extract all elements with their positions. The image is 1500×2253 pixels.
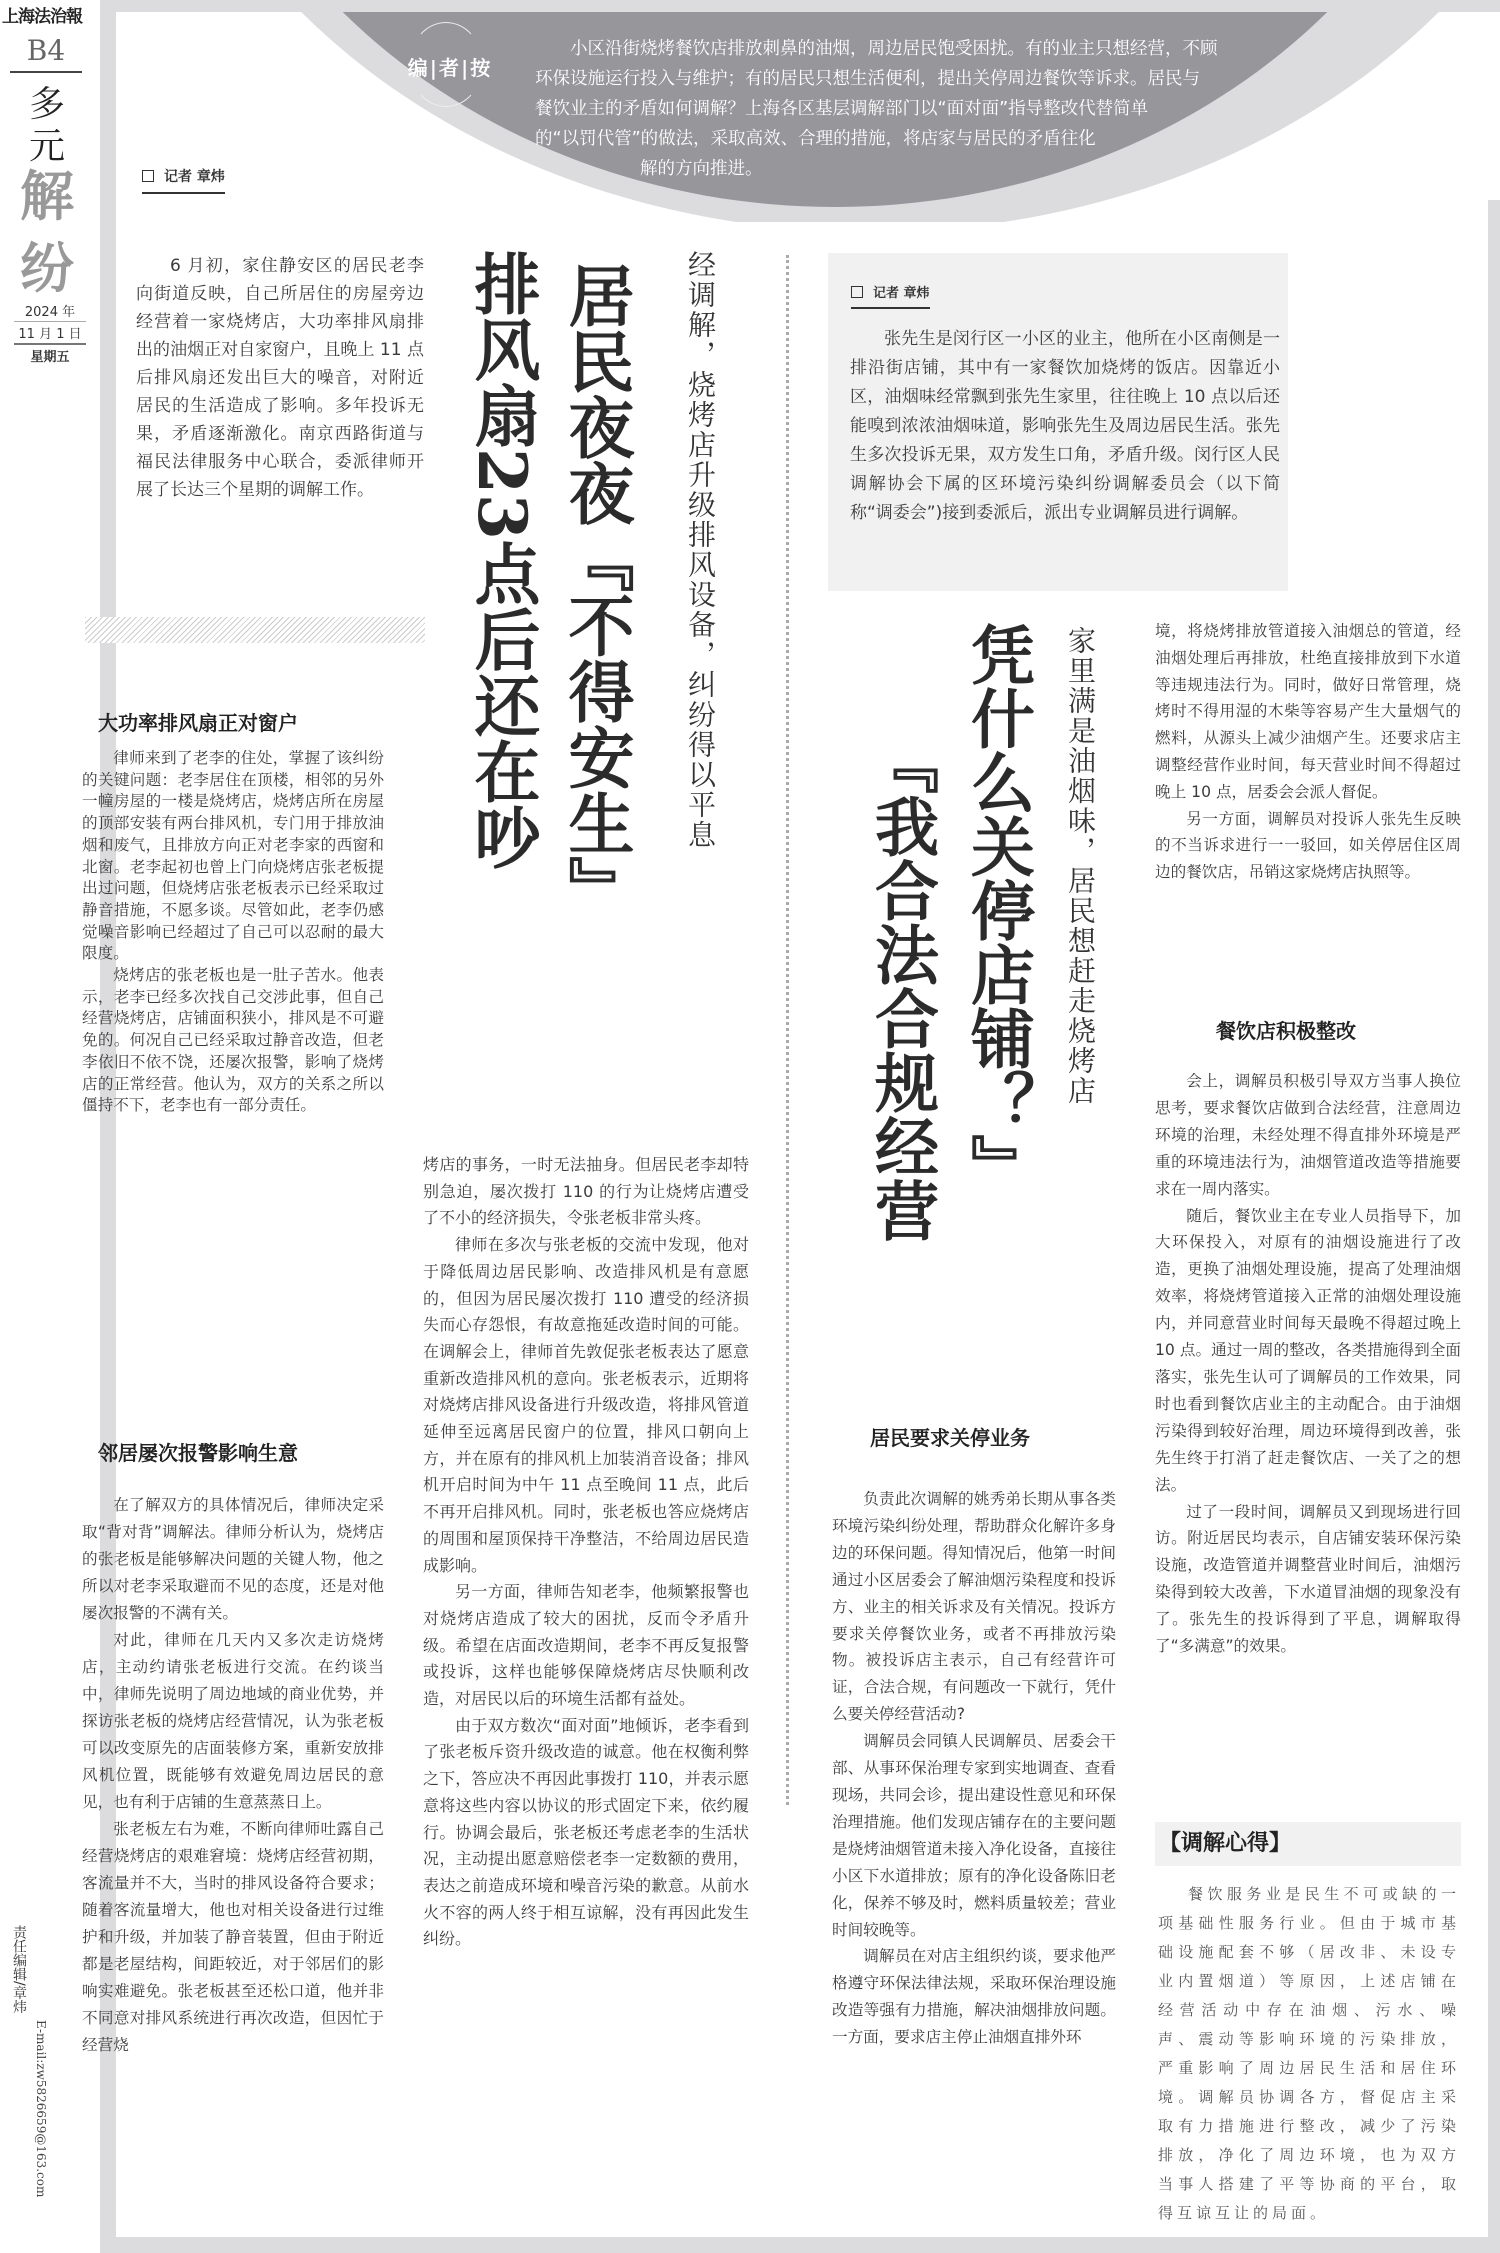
article2-byline <box>851 282 930 309</box>
article1-subheadline: 经调解，烧烤店升级排风设备，纠纷得以平息 <box>684 250 717 850</box>
column-divider <box>786 255 789 1805</box>
page-frame-right <box>1488 200 1500 2253</box>
paragraph: 会上，调解员积极引导双方当事人换位思考，要求餐饮店做到合法经营，注意周边环境的治理，未经处理不得直排外环境是严重的环境违法行为，油烟管道改造等措施要求在一周内落实。 <box>1155 1072 1461 1198</box>
paragraph: 由于双方数次“面对面”地倾诉，老李看到了张老板斥资升级改造的诚意。他在权衡利弊之下，答应决不再因此事拨打 110，并表示愿意将这些内容以协议的形式固定下来，依约履行。协调会最后，张老板还考虑老李的生活状况，主动提出愿意赔偿老李一定数额的费用，表达之前造成环境和噪音污染的歉意。从前水火不容的两人终于相互谅解，没有再因此发生纠纷。 <box>423 1715 749 1949</box>
article2-intro <box>850 325 1280 528</box>
byline-text: 记者 章炜 <box>164 169 225 185</box>
paragraph: 负责此次调解的姚秀弟长期从事各类环境污染纠纷处理，帮助群众化解许多身边的环保问题。得知情况后，他第一时间通过小区居委会了解油烟污染程度和投诉方、业主的相关诉求及有关情况。投诉方要求关停餐饮业务，或者不再排放污染物。被投诉店主表示，自己有经营许可证，合法合规，有问题改一下就行，凭什么要关停经营活动? <box>832 1490 1116 1724</box>
article1-headline-line2: 排风扇23点后还在吵 <box>463 250 541 870</box>
page-frame-bottom <box>100 2237 1500 2253</box>
paragraph: 随后，餐饮业主在专业人员指导下，加大环保投入，对原有的油烟设施进行了改造，更换了油烟处理设施，提高了处理油烟效率，将烧烤管道接入正常的油烟处理设施内，并同意营业时间每天最晚不得超过晚上 10 点。通过一周的整改，各类措施得到全面落实，张先生认可了调解员的工作效果，同时也看到餐饮店业主的主动配合。由于油烟污染得到较好治理，周边环境得到改善，张先生终于打消了赶走餐饮店、一关了之的想法。 <box>1155 1206 1461 1494</box>
article1-byline <box>142 166 225 194</box>
responsible-editor: 责任编辑/章炜 <box>11 1925 27 2014</box>
paragraph: 另一方面，律师告知老李，他频繁报警也对烧烤店造成了较大的困扰，反而令矛盾升级。希望在店面改造期间，老李不再反复报警或投诉，这样也能够保障烧烤店尽快顺利改造，对居民以后的环境生活都有益处。 <box>423 1582 749 1709</box>
column-name-top: 多元 <box>28 84 65 167</box>
byline-box-icon <box>851 286 863 298</box>
paragraph: 调解员会同镇人民调解员、居委会干部、从事环保治理专家到实地调查、查看现场，共同会诊，提出建设性意见和环保治理措施。他们发现店铺存在的主要问题是烧烤油烟管道未接入净化设备，直接往小区下水道排放；原有的净化设备陈旧老化，保养不够及时，燃料质量较差；营业时间较晚等。 <box>832 1732 1116 1939</box>
newspaper-masthead: 上海法治報 <box>2 7 82 27</box>
editor-note-line: 餐饮业主的矛盾如何调解？上海各区基层调解部门以“面对面”指导整改代替简单 <box>535 99 1149 119</box>
paragraph: 过了一段时间，调解员又到现场进行回访。附近居民均表示，自店铺安装环保污染设施，改造管道并调整营业时间后，油烟污染得到较大改善，下水道冒油烟的现象没有了。张先生的投诉得到了平息，调解取得了“多满意”的效果。 <box>1155 1502 1461 1656</box>
article1-headline-line1: 居民夜夜『不得安生』 <box>557 262 635 922</box>
column-name-bottom: 解纷 <box>20 164 74 300</box>
article2-section2-heading: 餐饮店积极整改 <box>1216 1019 1356 1043</box>
editor-note-badge <box>395 22 515 112</box>
paragraph: 对此，律师在几天内又多次走访烧烤店，主动约请张老板进行交流。在约谈当中，律师先说明了周边地域的商业优势，并探访张老板的烧烤店经营情况，认为张老板可以改变原先的店面装修方案，重新安放排风机位置，既能够有效避免周边居民的意见，也有利于店铺的生意蒸蒸日上。 <box>82 1631 384 1811</box>
paragraph: 烧烤店的张老板也是一肚子苦水。他表示，老李已经多次找自己交涉此事，但自己经营烧烤店，店铺面积狭小，排风是不可避免的。何况自己已经采取过静音改造，但老李依旧不依不饶，还屡次报警，影响了烧烤店的正常经营。他认为，双方的关系之所以僵持不下，老李也有一部分责任。 <box>82 966 384 1115</box>
paragraph: 另一方面，调解员对投诉人张先生反映的不当诉求进行一一驳回，如关停居住区周边的餐饮店，吊销这家烧烤店执照等。 <box>1155 809 1461 882</box>
date-year: 2024 年 <box>24 305 76 320</box>
article2-intro-text: 张先生是闵行区一小区的业主，他所在小区南侧是一排沿街店铺，其中有一家餐饮加烧烤的饭店。因靠近小区，油烟味经常飘到张先生家里，往往晚上 10 点以后还能嗅到浓浓油烟味道，影响张先生及周边居民生活。张先生多次投诉无果，双方发生口角，矛盾升级。闵行区人民调解协会下属的区环境污染纠纷调解委员会（以下简称“调委会”)接到委派后，派出专业调解员进行调解。 <box>850 329 1280 523</box>
article1-intro-text: 6 月初，家住静安区的居民老李向街道反映，自己所居住的房屋旁边经营着一家烧烤店，大功率排风扇排出的油烟正对自家窗户，且晚上 11 点后排风扇还发出巨大的噪音，对附近居民的生活造成了影响。多年投诉无果，矛盾逐渐激化。南京西路街道与福民法律服务中心联合，委派律师开展了长达三个星期的调解工作。 <box>136 256 424 500</box>
article1-section1-heading: 大功率排风扇正对窗户 <box>98 711 298 735</box>
editor-note-line: 环保设施运行投入与维护；有的居民只想生活便利，提出关停周边餐饮等诉求。居民与 <box>535 69 1200 89</box>
editor-note-banner <box>135 12 1495 222</box>
article2-headline-line1: 凭什么关停店铺？』 <box>960 622 1035 1198</box>
editor-note-label: 编|者|按 <box>407 56 493 80</box>
article2-col2b <box>1155 1068 1461 1660</box>
paragraph: 律师在多次与张老板的交流中发现，他对于降低周边居民影响、改造排风机是有意愿的，但因为居民屡次拨打 110 遭受的经济损失而心存怨恨，有故意拖延改造时间的可能。在调解会上，律师首先敦促张老板表达了愿意重新改造排风机的意向。张老板表示，近期将对烧烤店排风设备进行升级改造，将排风管道延伸至远离居民窗户的位置，排风口朝向上方，并在原有的排风机上加装消音设备；排风机开启时间为中午 11 点至晚间 11 点，此后不再开启排风机。同时，张老板也答应烧烤店的周围和屋顶保持干净整洁，不给周边居民造成影响。 <box>423 1235 749 1575</box>
mediation-insights-text <box>1158 1880 1460 2228</box>
paragraph: 张老板左右为难，不断向律师吐露自己经营烧烤店的艰难窘境：烧烤店经营初期，客流量并不大，当时的排风设备符合要求；随着客流量增大，他也对相关设备进行过维护和升级，并加装了静音装置，但由于附近都是老屋结构，间距较近，对于邻居们的影响实难避免。张老板甚至还松口道，他并非不同意对排风系统进行再次改造，但因忙于经营烧 <box>82 1820 384 2054</box>
paragraph: 在了解双方的具体情况后，律师决定采取“背对背”调解法。律师分析认为，烧烤店的张老板是能够解决问题的关键人物，他之所以对老李采取避而不见的态度，还是对他屡次报警的不满有关。 <box>82 1496 384 1622</box>
paragraph: 调解员在对店主组织约谈，要求他严格遵守环保法律法规，采取环保治理设施改造等强有力措施，解决油烟排放问题。一方面，要求店主停止油烟直排外环 <box>832 1947 1116 2047</box>
page-number: B4 <box>10 34 82 73</box>
issue-date <box>14 300 86 366</box>
byline-text: 记者 章炜 <box>873 286 930 301</box>
article1-col1b <box>82 1492 384 2059</box>
paragraph: 烤店的事务，一时无法抽身。但居民老李却特别急迫，屡次拨打 110 的行为让烧烤店遭受了不小的经济损失，令张老板非常头疼。 <box>423 1155 749 1228</box>
paragraph: 餐饮服务业是民生不可或缺的一项基础性服务行业。但由于城市基础设施配套不够（居改非、未设专业内置烟道）等原因，上述店铺在经营活动中存在油烟、污水、噪声、震动等影响环境的污染排放，严重影响了周边居民生活和居住环境。调解员协调各方，督促店主采取有力措施进行整改，减少了污染排放，净化了周边环境，也为双方当事人搭建了平等协商的平台，取得互谅互让的局面。 <box>1158 1885 1460 2222</box>
editor-email[interactable]: E-mail:zw5826659@163.com <box>34 2020 48 2198</box>
mediation-insights-heading: 【调解心得】 <box>1155 1822 1461 1866</box>
paragraph: 境，将烧烤排放管道接入油烟总的管道，经油烟处理后再排放，杜绝直接排放到下水道等违规违法行为。同时，做好日常管理，烧烤时不得用湿的木柴等容易产生大量烟气的燃料，从源头上减少油烟产生。还要求店主调整经营作业时间，每天营业时间不得超过晚上 10 点，居委会会派人督促。 <box>1155 622 1461 801</box>
article2-headline-line2: 『我合法合规经营 <box>864 730 939 1242</box>
editor-note-line: 的“以罚代管”的做法，采取高效、合理的措施，将店家与居民的矛盾往化 <box>535 129 1096 149</box>
article1-intro <box>136 252 424 504</box>
date-weekday: 星期五 <box>30 350 70 365</box>
date-day: 11 月 1 日 <box>14 321 86 345</box>
paragraph: 律师来到了老李的住处，掌握了该纠纷的关键问题：老李居住在顶楼，相邻的另外一幢房屋的一楼是烧烤店，烧烤店所在房屋的顶部安装有两台排风机，专门用于排放油烟和废气，且排放方向正对老李家的西窗和北窗。老李起初也曾上门向烧烤店张老板提出过问题，但烧烤店张老板表示已经采取过静音措施，不愿多谈。尽管如此，老李仍感觉噪音影响已经超过了自己可以忍耐的最大限度。 <box>82 749 384 963</box>
editor-note-line: 小区沿街烧烤餐饮店排放刺鼻的油烟，周边居民饱受困扰。有的业主只想经营，不顾 <box>570 39 1218 59</box>
editor-note-line: 解的方向推进。 <box>640 159 763 179</box>
article2-col1 <box>832 1486 1116 2051</box>
article2-col2 <box>1155 618 1461 886</box>
hatched-divider <box>85 617 425 643</box>
article2-section1-heading: 居民要求关停业务 <box>870 1426 1030 1450</box>
editor-note-text <box>535 34 1315 184</box>
page-frame-top <box>100 0 1500 12</box>
article1-col2 <box>423 1152 749 1953</box>
article2-subheadline: 家里满是油烟味，居民想赶走烧烤店 <box>1064 626 1097 1106</box>
article1-section2-heading: 邻居屡次报警影响生意 <box>98 1441 298 1465</box>
byline-box-icon <box>142 170 154 182</box>
article1-col1 <box>82 748 384 1117</box>
